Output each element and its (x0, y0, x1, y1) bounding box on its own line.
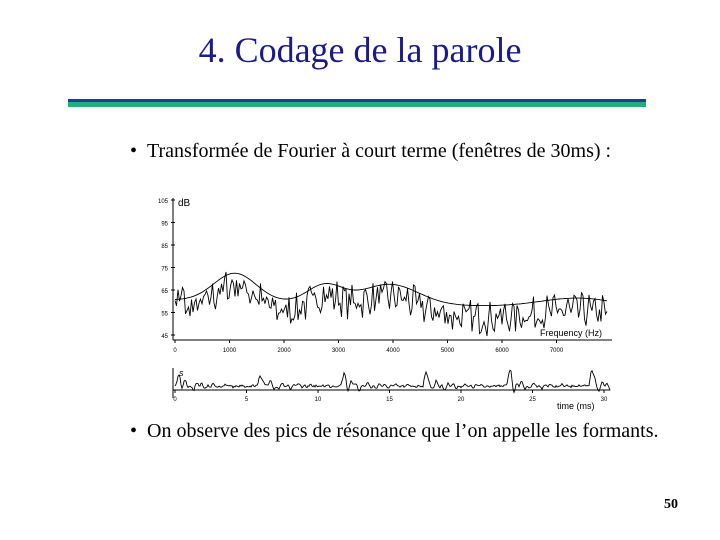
spectrum-x-tick-label: 4000 (386, 348, 400, 354)
spectrum-y-tick-label: 85 (161, 244, 168, 250)
spectrum-y-tick-label: 65 (161, 289, 168, 295)
spectrum-y-tick-label: 45 (161, 334, 168, 340)
bullet-text: Transformée de Fourier à court terme (fenêtres de 30ms) : (147, 140, 612, 162)
spectrum-x-label: Frequency (Hz) (540, 328, 603, 338)
waveform-x-tick-label: 25 (529, 397, 536, 403)
bullet-text: On observe des pics de résonance que l’on appelle les formants. (147, 420, 659, 442)
spectrum-x-tick-label: 1000 (222, 348, 237, 354)
spectrum-y-tick-label: 75 (161, 266, 168, 273)
bullet-item (130, 420, 660, 443)
title-divider-bar (68, 99, 646, 107)
waveform-x-tick-label: 15 (386, 397, 393, 403)
waveform-x-tick-label: 30 (600, 397, 608, 403)
bullet-dot: • (130, 140, 138, 162)
spectrum-x-tick-label: 7000 (549, 348, 564, 354)
spectrum-y-tick-label: 105 (157, 199, 168, 205)
spectrum-y-tick-label: 55 (161, 311, 168, 318)
spectrum-curve (175, 272, 607, 336)
waveform-x-label: time (ms) (557, 401, 595, 411)
slide-title: 4. Codage de la parole (198, 30, 522, 70)
spectrum-x-tick-label: 0 (173, 348, 177, 354)
page-number: 50 (664, 497, 678, 512)
spectrum-x-tick-label: 3000 (331, 348, 346, 354)
spectrum-figure (150, 190, 620, 415)
waveform-x-tick-label: 10 (314, 397, 322, 403)
spectrum-x-tick-label: 6000 (495, 348, 509, 354)
waveform-x-tick-label: 20 (457, 397, 465, 403)
spectrum-x-tick-label: 5000 (440, 348, 455, 354)
bullet-dot: • (130, 420, 138, 442)
waveform-curve (175, 370, 610, 392)
waveform-x-tick-label: 0 (173, 397, 177, 403)
spectrum-x-tick-label: 2000 (277, 348, 291, 354)
waveform-x-tick-label: 5 (244, 397, 249, 403)
spectrum-y-label: dB (178, 198, 191, 209)
waveform-y-label: s (179, 368, 184, 378)
bullet-item (130, 140, 660, 163)
spectrum-y-tick-label: 95 (161, 221, 168, 228)
